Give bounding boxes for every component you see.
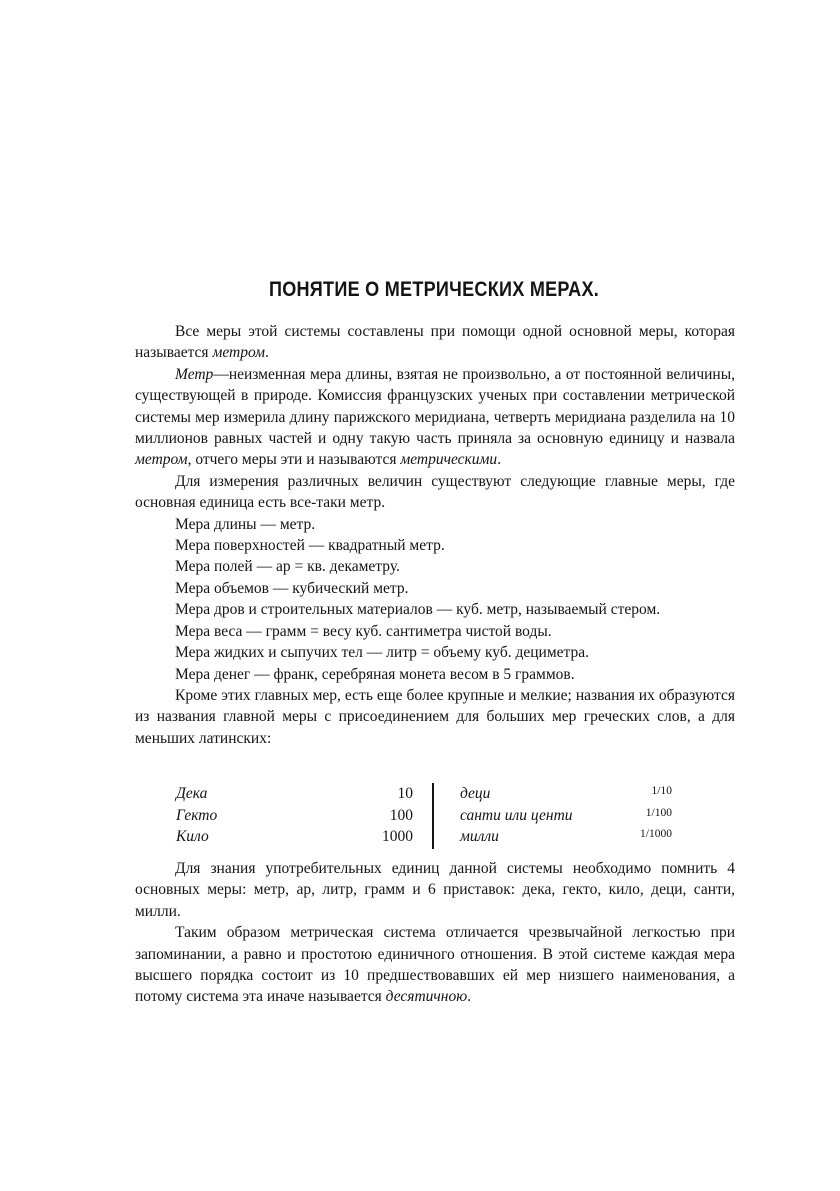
intro-text: Все меры этой системы составлены при помощи одной основной меры, которая называется <box>135 323 735 362</box>
prefix-value: 1/100 <box>645 806 672 819</box>
definition-text-after: , отчего меры эти и называются <box>187 451 401 469</box>
prefix-value: 1/1000 <box>640 828 672 840</box>
list-item: Мера веса — грамм = весу куб. сантиметра чистой воды. <box>175 622 552 640</box>
conclusion-emphasis: десятичною <box>385 988 468 1006</box>
summary-paragraph: Для знания употребительных единиц данной системы необходимо помнить 4 основных меры: метр, ар, литр, грамм и 6 приставок: дека, гекто, кило, деци, санти, милли. <box>135 860 735 920</box>
definition-emphasis-end: метрическими <box>400 451 498 469</box>
list-item: Мера поверхностей — квадратный метр. <box>175 537 445 555</box>
list-item: Мера денег — франк, серебряная монета весом в 5 граммов. <box>175 665 575 683</box>
conclusion-text: Таким образом метрическая система отличается чрезвычайной легкостью при запоминании, а равно и простотою единичного отношения. В этой системе каждая мера высшего порядка состоит из 10 предшествовавших ей мер низшего наименования, а потому система эта иначе называется <box>135 924 735 1006</box>
greek-prefixes <box>170 783 413 848</box>
prefix-name: Гекто <box>176 806 218 824</box>
table-row <box>170 826 413 848</box>
definition-emphasis-start: Метр <box>175 365 214 383</box>
list-item: Мера объемов — кубический метр. <box>175 579 409 597</box>
measures-intro-paragraph: Для измерения различных величин существуют следующие главные меры, где основная единица есть все-таки метр. <box>135 472 735 512</box>
closing-block <box>135 858 735 1008</box>
conclusion-paragraph <box>135 922 735 1008</box>
intro-end: . <box>265 344 269 362</box>
latin-prefixes <box>454 783 714 848</box>
definition-emphasis-mid: метром <box>135 451 188 469</box>
definition-end: . <box>497 451 502 469</box>
list-item: Мера полей — ар = кв. декаметру. <box>175 558 400 576</box>
table-row <box>454 805 714 827</box>
prefix-value: 10 <box>397 785 413 802</box>
table-divider <box>432 783 434 849</box>
prefix-name: Дека <box>176 785 208 802</box>
prefix-name: санти или центи <box>460 806 573 824</box>
prefix-table <box>170 783 730 855</box>
list-item: Мера длины — метр. <box>175 515 316 533</box>
page-title: ПОНЯТИЕ О МЕТРИЧЕСКИХ МЕРАХ. <box>268 278 600 301</box>
intro-emphasis: метром <box>212 344 265 362</box>
prefix-value: 1000 <box>382 828 413 845</box>
table-row <box>454 783 714 805</box>
table-row <box>170 783 413 805</box>
prefixes-intro-paragraph: Кроме этих главных мер, есть еще более крупные и мелкие; названия их образуются из названия главной меры с присоединением для больших мер греческих слов, а для меньших латинских: <box>135 686 735 747</box>
prefix-name: Кило <box>176 828 209 845</box>
intro-paragraph <box>135 321 735 364</box>
prefix-value: 1/10 <box>651 785 672 797</box>
conclusion-end: . <box>467 988 472 1006</box>
list-item: Мера жидких и сыпучих тел — литр = объему куб. дециметра. <box>175 644 589 662</box>
table-row <box>170 805 413 827</box>
definition-text: —неизменная мера длины, взятая не произвольно, а от постоянной величины, существующей в природе. Комиссия французских ученых при составлении метрической системы мер измерила длину парижского меридиана, четверть меридиана разделила на 10 миллионов равных частей и одну такую часть приняла за основную единицу и назвала <box>135 365 735 448</box>
list-item: Мера дров и строительных материалов — куб. метр, называемый стером. <box>175 601 661 619</box>
table-row <box>454 826 714 848</box>
definition-paragraph <box>135 364 735 471</box>
prefix-value: 100 <box>389 806 413 824</box>
measures-list <box>135 514 735 685</box>
prefix-name: милли <box>460 828 499 845</box>
intro-block <box>135 321 735 749</box>
prefix-name: деци <box>460 785 491 802</box>
